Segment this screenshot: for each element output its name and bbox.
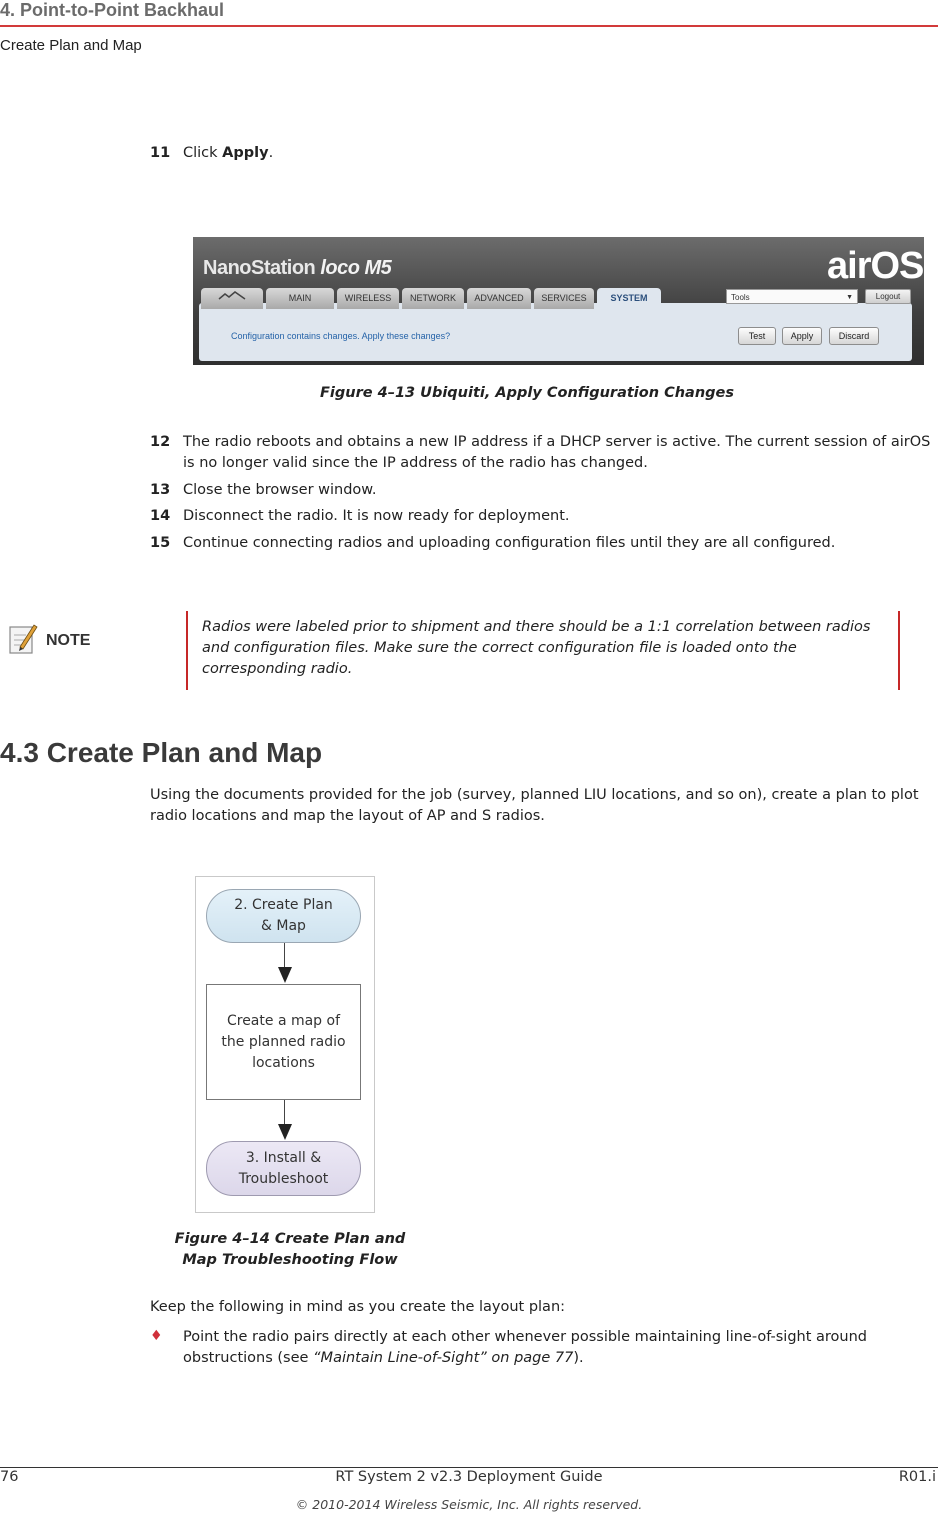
- step-text: Click Apply.: [183, 145, 274, 161]
- document-title: RT System 2 v2.3 Deployment Guide: [335, 1469, 603, 1485]
- flow-connector: [284, 1100, 285, 1126]
- tab-ubnt-logo[interactable]: [201, 288, 263, 309]
- arrow-down-icon: [278, 1124, 292, 1140]
- section-heading: 4.3 Create Plan and Map: [0, 737, 323, 768]
- figure-13-caption: Figure 4–13 Ubiquiti, Apply Configuration Changes: [320, 385, 735, 401]
- pencil-note-icon: [8, 621, 38, 655]
- step-13: 13 Close the browser window.: [150, 482, 377, 498]
- step-15: 15 Continue connecting radios and uploading configuration files until they are all configured.: [150, 535, 836, 551]
- page-number: 76: [0, 1469, 19, 1485]
- keep-in-mind-text: Keep the following in mind as you create the layout plan:: [150, 1299, 566, 1315]
- copyright: © 2010-2014 Wireless Seismic, Inc. All rights reserved.: [295, 1497, 643, 1512]
- airos-screenshot: [193, 237, 924, 365]
- step-12: 12 The radio reboots and obtains a new IP address if a DHCP server is active. The current session of airOS is no longer valid since the IP address of the radio has changed.: [150, 434, 931, 471]
- airos-logo: airOS: [827, 245, 924, 287]
- footer-rule: [0, 1467, 938, 1468]
- note-label: NOTE: [46, 632, 91, 649]
- section-intro: Using the documents provided for the job (survey, planned LIU locations, and so on), create a plan to plot radio locations and map the layout of AP and S radios.: [150, 787, 919, 824]
- apply-message: Configuration contains changes. Apply these changes?: [231, 331, 451, 341]
- figure-14-caption: Figure 4–14 Create Plan and Map Troubleshooting Flow: [174, 1231, 406, 1268]
- flow-diagram: [195, 876, 375, 1213]
- tab-system[interactable]: SYSTEM: [597, 288, 661, 309]
- flow-node-create-map: Create a map of the planned radio locations: [206, 984, 361, 1100]
- flow-node-install: 3. Install & Troubleshoot: [206, 1141, 361, 1196]
- revision: R01.i: [898, 1469, 936, 1485]
- chapter-title: 4. Point-to-Point Backhaul: [0, 0, 225, 20]
- step-number: 11: [150, 145, 171, 161]
- tab-main[interactable]: MAIN: [266, 288, 334, 309]
- ubnt-icon: [217, 291, 247, 301]
- tools-select[interactable]: Tools ▼: [726, 289, 858, 304]
- airos-tabs: [201, 288, 664, 310]
- test-button[interactable]: Test: [738, 327, 776, 345]
- logout-button[interactable]: Logout: [865, 289, 911, 304]
- flow-connector: [284, 943, 285, 969]
- step-11: [150, 143, 930, 164]
- step-14: 14 Disconnect the radio. It is now ready for deployment.: [150, 508, 570, 524]
- header-rule: [0, 25, 938, 27]
- tab-advanced[interactable]: ADVANCED: [467, 288, 531, 309]
- tab-services[interactable]: SERVICES: [534, 288, 594, 309]
- diamond-bullet-icon: ♦: [150, 1328, 163, 1344]
- section-subtitle: Create Plan and Map: [0, 37, 142, 54]
- tab-network[interactable]: NETWORK: [402, 288, 464, 309]
- bullet-item: Point the radio pairs directly at each other whenever possible maintaining line-of-sight around obstructions (see “Maintain Line-of-Sight” on page 77).: [183, 1329, 868, 1366]
- note-right-rule: [898, 611, 900, 690]
- note-text: Radios were labeled prior to shipment and there should be a 1:1 correlation between radios and configuration files. Make sure the correct configuration file is loaded onto the corresponding radio.: [202, 619, 871, 677]
- tab-wireless[interactable]: WIRELESS: [337, 288, 399, 309]
- apply-button[interactable]: Apply: [782, 327, 822, 345]
- chevron-down-icon: ▼: [846, 294, 853, 301]
- nanostation-logo: NanoStation loco M5: [203, 257, 392, 279]
- discard-button[interactable]: Discard: [829, 327, 879, 345]
- note-left-rule: [186, 611, 188, 690]
- arrow-down-icon: [278, 967, 292, 983]
- flow-node-create-plan: 2. Create Plan & Map: [206, 889, 361, 943]
- cross-reference-link[interactable]: “Maintain Line-of-Sight” on page 77: [313, 1350, 574, 1366]
